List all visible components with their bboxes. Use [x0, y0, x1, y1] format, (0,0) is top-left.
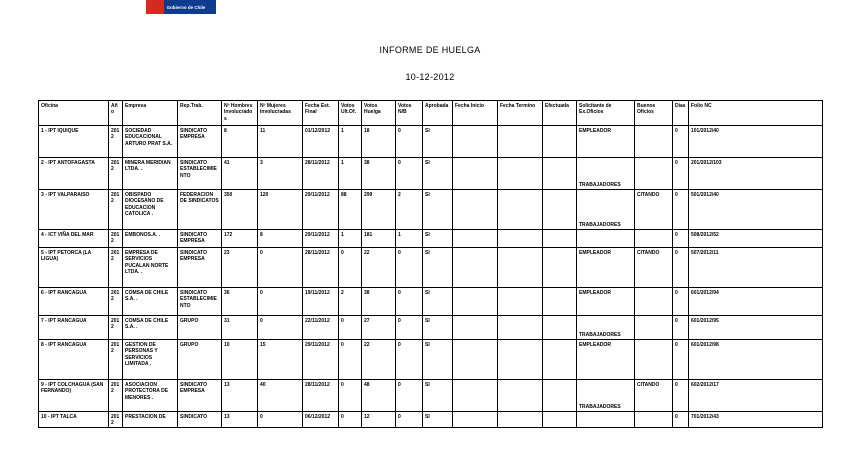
table-row	[39, 230, 823, 248]
table-cell: COMSA DE CHILE S.A. .	[123, 316, 178, 340]
table-cell: 0	[339, 316, 362, 340]
table-cell: 8	[258, 230, 303, 248]
table-cell: 29/11/2012	[303, 190, 339, 230]
table-header-row	[39, 101, 823, 126]
table-cell: 0	[673, 316, 689, 340]
table-cell: SINDICATO EMPRESA	[178, 380, 222, 412]
table-cell: EMPLEADOR	[577, 340, 635, 380]
table-cell	[635, 288, 673, 316]
table-cell: 507/2012/11	[689, 248, 823, 288]
table-cell: OBISPADO DIOCESANO DE EDUCACION CATOLICA .	[123, 190, 178, 230]
table-cell: 0	[396, 248, 423, 288]
table-cell	[498, 190, 543, 230]
table-cell: 0	[396, 340, 423, 380]
table-cell: 01/12/2012	[303, 126, 339, 158]
table-cell	[498, 230, 543, 248]
table-cell: 22/11/2012	[303, 316, 339, 340]
table-cell: 299	[362, 190, 396, 230]
column-header: Oficina	[39, 101, 109, 126]
column-header: Folio NC	[689, 101, 823, 126]
table-row	[39, 248, 823, 288]
table-cell: CITANDO	[635, 380, 673, 412]
table-cell: 1	[339, 230, 362, 248]
table-cell: 31	[222, 316, 258, 340]
table-cell	[635, 230, 673, 248]
table-cell: 2012	[109, 158, 123, 190]
table-cell: SI	[423, 248, 453, 288]
table-cell: 2012	[109, 316, 123, 340]
column-header: Fecha Termino	[498, 101, 543, 126]
table-cell: 41	[222, 158, 258, 190]
table-cell: 0	[258, 412, 303, 428]
table-row	[39, 380, 823, 412]
table-cell: 2012	[109, 340, 123, 380]
table-cell: SI	[423, 190, 453, 230]
table-cell	[498, 340, 543, 380]
table-cell: 5 - IPT PETORCA (LA LIGUA)	[39, 248, 109, 288]
table-cell: 38	[362, 288, 396, 316]
table-cell: 0	[258, 316, 303, 340]
table-cell: 88	[339, 190, 362, 230]
table-cell: PRESTACION DE	[123, 412, 178, 428]
table-cell: 0	[258, 248, 303, 288]
table-cell: 3	[258, 158, 303, 190]
table-cell	[453, 340, 498, 380]
column-header: Empresa	[123, 101, 178, 126]
table-cell	[498, 316, 543, 340]
column-header: Nº Hombres Involucrados	[222, 101, 258, 126]
table-cell	[543, 158, 577, 190]
table-cell	[543, 230, 577, 248]
table-cell: 2012	[109, 248, 123, 288]
table-cell: 602/2012/17	[689, 380, 823, 412]
table-cell: 0	[396, 158, 423, 190]
table-cell	[543, 126, 577, 158]
table-cell: 0	[339, 248, 362, 288]
table-cell: 12	[362, 412, 396, 428]
table-cell: SI	[423, 158, 453, 190]
table-cell: 13	[222, 380, 258, 412]
column-header: Aprobada	[423, 101, 453, 126]
column-header: Efectuada	[543, 101, 577, 126]
table-cell: 8 - IPT RANCAGUA	[39, 340, 109, 380]
table-cell: 601/2012/95	[689, 316, 823, 340]
table-cell: 181	[362, 230, 396, 248]
table-cell: 28/11/2012	[303, 380, 339, 412]
table-cell: 8	[222, 126, 258, 158]
table-cell: 0	[673, 158, 689, 190]
table-cell: ASOCIACION PROTECTORA DE MENORES .	[123, 380, 178, 412]
table-cell: 501/2012/40	[689, 190, 823, 230]
table-cell: 28/11/2012	[303, 248, 339, 288]
report-date: 10-12-2012	[405, 72, 455, 82]
table-cell: 0	[673, 248, 689, 288]
table-cell: TRABAJADORES	[577, 316, 635, 340]
column-header: Buenos Oficios	[635, 101, 673, 126]
table-row	[39, 158, 823, 190]
table-cell: 601/2012/94	[689, 288, 823, 316]
table-cell: 0	[673, 288, 689, 316]
table-cell: CITANDO	[635, 248, 673, 288]
table-cell	[453, 126, 498, 158]
table-cell: 19/11/2012	[303, 288, 339, 316]
column-header: Fecha Est. Final	[303, 101, 339, 126]
table-cell: 0	[673, 230, 689, 248]
table-cell: 0	[673, 412, 689, 428]
table-cell: 0	[673, 190, 689, 230]
table-cell: 0	[339, 412, 362, 428]
column-header: Solicitante de Ex.Oficios	[577, 101, 635, 126]
column-header: Año	[109, 101, 123, 126]
table-cell: 120	[258, 190, 303, 230]
table-cell: 22	[362, 340, 396, 380]
table-cell: 1	[339, 126, 362, 158]
table-cell: 27	[362, 316, 396, 340]
table-cell: 9 - IPT COLCHAGUA (SAN FERNANDO)	[39, 380, 109, 412]
table-cell	[543, 248, 577, 288]
table-cell: 0	[396, 126, 423, 158]
table-cell: 508/2012/52	[689, 230, 823, 248]
table-cell: 0	[673, 380, 689, 412]
table-cell: TRABAJADORES	[577, 380, 635, 412]
logo-red-block	[146, 0, 164, 14]
table-cell: 350	[222, 190, 258, 230]
table-row	[39, 190, 823, 230]
table-cell: 2012	[109, 126, 123, 158]
column-header: Días	[673, 101, 689, 126]
table-cell: 2 - IPT ANTOFAGASTA	[39, 158, 109, 190]
table-cell: 06/12/2012	[303, 412, 339, 428]
table-cell: SI	[423, 316, 453, 340]
table-cell	[453, 316, 498, 340]
table-cell: 2012	[109, 288, 123, 316]
table-cell	[543, 412, 577, 428]
table-cell: 0	[673, 340, 689, 380]
table-cell: 40	[258, 380, 303, 412]
table-body	[39, 126, 823, 428]
table-cell: 23	[222, 248, 258, 288]
table-cell: FEDERACION DE SINDICATOS	[178, 190, 222, 230]
table-cell	[543, 190, 577, 230]
table-row	[39, 316, 823, 340]
table-cell: 2012	[109, 230, 123, 248]
table-cell: 0	[396, 380, 423, 412]
table-cell	[543, 340, 577, 380]
table-cell: SINDICATO	[178, 412, 222, 428]
table-cell	[543, 380, 577, 412]
table-cell	[635, 412, 673, 428]
table-cell: 1	[339, 158, 362, 190]
table-cell	[453, 158, 498, 190]
table-cell: 201/2012/103	[689, 158, 823, 190]
table-cell: 1	[396, 230, 423, 248]
table-cell: 0	[396, 412, 423, 428]
table-cell	[453, 380, 498, 412]
gobierno-logo	[146, 0, 216, 14]
table-cell: EMBONOS.A. .	[123, 230, 178, 248]
table-cell	[498, 412, 543, 428]
column-header: Votos Huelga	[362, 101, 396, 126]
table-cell: 3 - IPT VALPARAISO	[39, 190, 109, 230]
table-cell: SI	[423, 380, 453, 412]
table-cell: SINDICATO ESTABLECIMIENTO	[178, 288, 222, 316]
table-cell: 1 - IPT IQUIQUE	[39, 126, 109, 158]
table-cell	[635, 158, 673, 190]
table-cell	[543, 316, 577, 340]
table-cell: 36	[222, 288, 258, 316]
table-cell: 0	[339, 380, 362, 412]
table-cell: 0	[339, 340, 362, 380]
table-cell: 13	[222, 412, 258, 428]
table-cell: 2012	[109, 190, 123, 230]
column-header: Votos Ult.Of.	[339, 101, 362, 126]
column-header: Votos N/B	[396, 101, 423, 126]
table-cell	[453, 230, 498, 248]
table-cell	[453, 288, 498, 316]
table-cell: 7 - IPT RANCAGUA	[39, 316, 109, 340]
table-cell: TRABAJADORES	[577, 158, 635, 190]
table-row	[39, 340, 823, 380]
table-cell	[453, 248, 498, 288]
table-row	[39, 412, 823, 428]
table-cell: 48	[362, 380, 396, 412]
table-cell: 38	[362, 158, 396, 190]
table-cell: GRUPO	[178, 340, 222, 380]
table-cell: 2	[339, 288, 362, 316]
table-cell: SI	[423, 126, 453, 158]
table-cell: 601/2012/98	[689, 340, 823, 380]
table-cell	[498, 158, 543, 190]
logo-text: Gobierno de Chile	[166, 4, 206, 10]
column-header: Fecha Inicio	[453, 101, 498, 126]
table-cell: 701/2012/43	[689, 412, 823, 428]
table-cell	[498, 288, 543, 316]
column-header: Rep.Trab.	[178, 101, 222, 126]
table-cell: SOCIEDAD EDUCACIONAL ARTURO PRAT S.A.	[123, 126, 178, 158]
table-cell: 11	[258, 126, 303, 158]
table-cell: EMPRESA DE SERVICIOS PUCALAN NORTE LTDA. .	[123, 248, 178, 288]
table-cell: 10	[222, 340, 258, 380]
table-cell: 15	[258, 340, 303, 380]
table-cell: EMPLEADOR	[577, 248, 635, 288]
table-cell: GESTION DE PERSONAS Y SERVICIOS LIMITADA .	[123, 340, 178, 380]
table-cell: COMSA DE CHILE S.A. .	[123, 288, 178, 316]
table-cell: 101/2012/40	[689, 126, 823, 158]
table-cell: 29/11/2012	[303, 230, 339, 248]
table-row	[39, 288, 823, 316]
table-cell	[577, 412, 635, 428]
table-cell	[453, 190, 498, 230]
table-cell: SI	[423, 230, 453, 248]
table-cell: SINDICATO EMPRESA	[178, 248, 222, 288]
table-cell: 172	[222, 230, 258, 248]
report-title: INFORME DE HUELGA	[379, 45, 481, 55]
table-cell: EMPLEADOR	[577, 288, 635, 316]
table-cell	[543, 288, 577, 316]
table-row	[39, 126, 823, 158]
table-cell: 29/11/2012	[303, 340, 339, 380]
table-cell: 28/11/2012	[303, 158, 339, 190]
table-cell: SI	[423, 288, 453, 316]
table-cell	[635, 126, 673, 158]
table-cell	[635, 316, 673, 340]
strike-report-table	[38, 100, 823, 428]
table-cell: 2	[396, 190, 423, 230]
table-cell: 2012	[109, 380, 123, 412]
table-cell: 18	[362, 126, 396, 158]
table-cell: SINDICATO EMPRESA	[178, 126, 222, 158]
table-cell: SINDICATO EMPRESA	[178, 230, 222, 248]
table-cell: 0	[258, 288, 303, 316]
table-cell	[635, 340, 673, 380]
table-cell	[498, 380, 543, 412]
table-cell: SINDICATO ESTABLECIMIENTO	[178, 158, 222, 190]
table-cell: SI	[423, 412, 453, 428]
table-cell: TRABAJADORES	[577, 190, 635, 230]
table-cell: 22	[362, 248, 396, 288]
table-cell: 0	[673, 126, 689, 158]
table-cell	[498, 248, 543, 288]
table-cell: GRUPO	[178, 316, 222, 340]
table-cell: 0	[396, 288, 423, 316]
table-cell	[498, 126, 543, 158]
table-cell	[577, 230, 635, 248]
table-cell: EMPLEADOR	[577, 126, 635, 158]
table-cell: SI	[423, 340, 453, 380]
column-header: Nº Mujeres Involucradas	[258, 101, 303, 126]
table-cell: MINERA MERIDIAN LTDA. .	[123, 158, 178, 190]
table-cell: 0	[396, 316, 423, 340]
table-cell: CITANDO	[635, 190, 673, 230]
table-cell: 4 - ICT VIÑA DEL MAR	[39, 230, 109, 248]
table-cell: 10 - IPT TALCA	[39, 412, 109, 428]
table-cell: 2012	[109, 412, 123, 428]
table-cell	[453, 412, 498, 428]
table-cell: 6 - IPT RANCAGUA	[39, 288, 109, 316]
